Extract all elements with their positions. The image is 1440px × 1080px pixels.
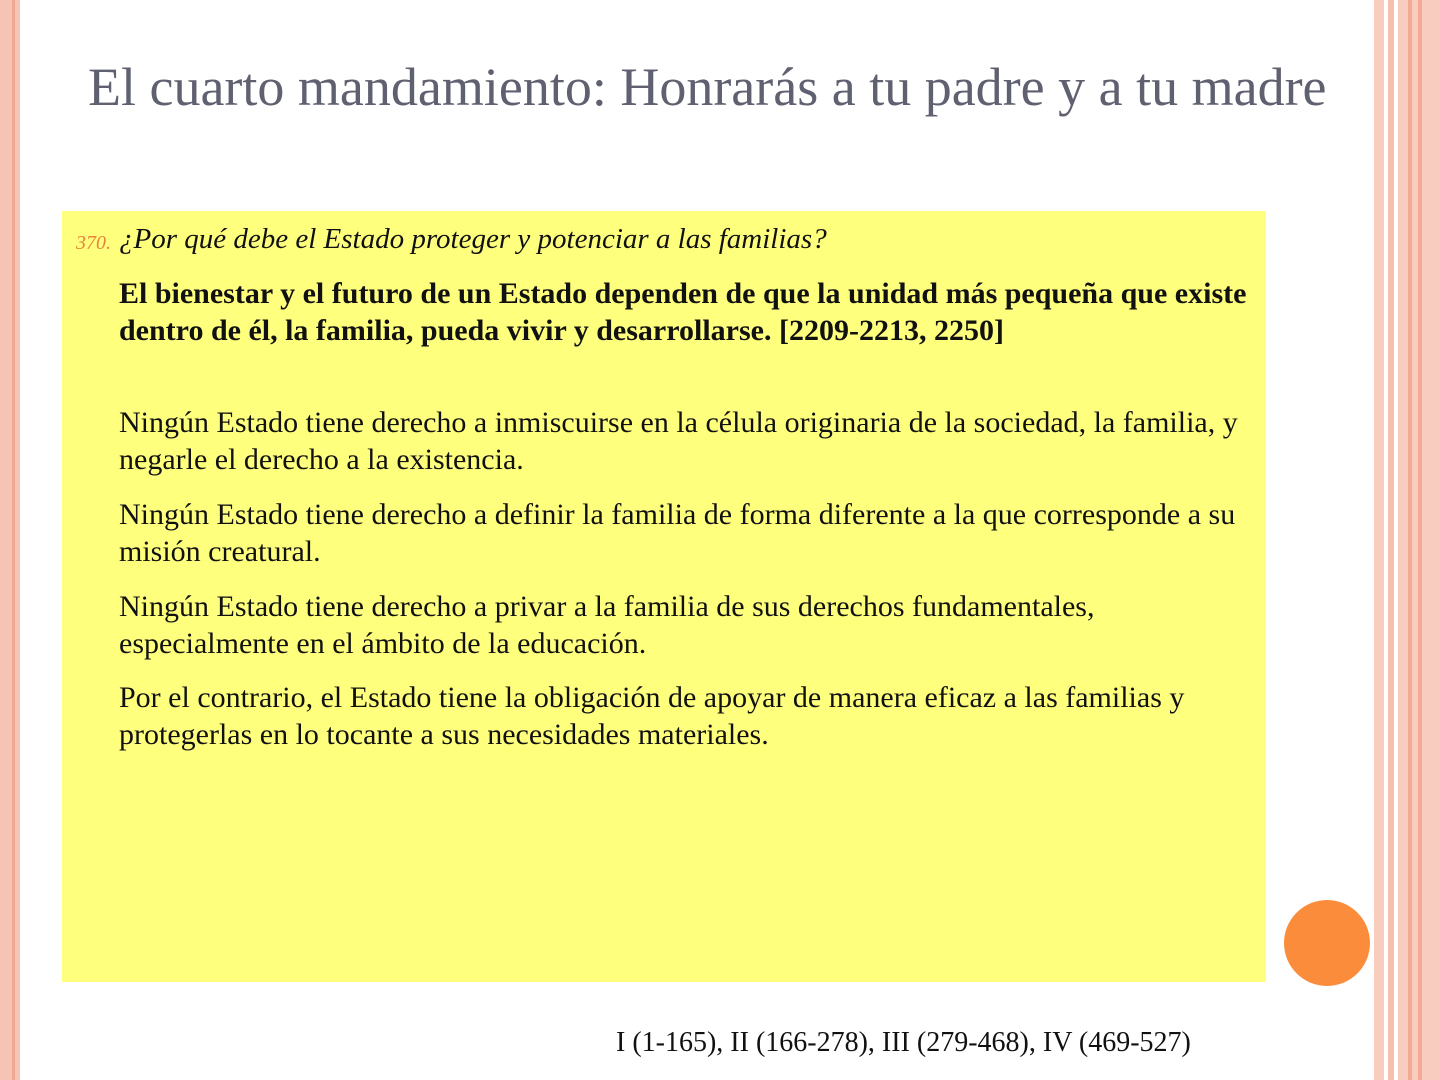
question-text: ¿Por qué debe el Estado proteger y potenciar a las familias? [119,223,827,255]
right-border-stripes [1374,0,1440,1080]
left-border-stripe [0,0,20,1080]
body-paragraph: Ningún Estado tiene derecho a privar a la familia de sus derechos fundamentales, especialmente en el ámbito de la educación. [119,590,1095,660]
answer-bold-paragraph: El bienestar y el futuro de un Estado dependen de que la unidad más pequeña que existe dentro de él, la familia, pueda vivir y desarrollarse. [2209-2213, 2250] [119,277,1247,347]
body-paragraph: Por el contrario, el Estado tiene la obligación de apoyar de manera eficaz a las familias y protegerlas en lo tocante a sus necesidades materiales. [119,681,1185,751]
right-stripe [1388,0,1394,1080]
decorative-circle [1284,900,1370,986]
question-number: 370. [76,232,111,254]
right-stripe [1374,0,1384,1080]
slide-title: El cuarto mandamiento: Honrarás a tu padre y a tu madre [88,57,1327,117]
left-border-line [12,0,15,1080]
highlighted-content-box [62,211,1266,982]
right-stripe-line [1418,0,1422,1080]
footer-reference: I (1-165), II (166-278), III (279-468), IV (469-527) [616,1027,1191,1058]
body-paragraph: Ningún Estado tiene derecho a inmiscuirse en la célula originaria de la sociedad, la familia, y negarle el derecho a la existencia. [119,406,1238,476]
body-paragraph: Ningún Estado tiene derecho a definir la familia de forma diferente a la que corresponde a su misión creatural. [119,498,1236,568]
right-stripe-line [1408,0,1412,1080]
